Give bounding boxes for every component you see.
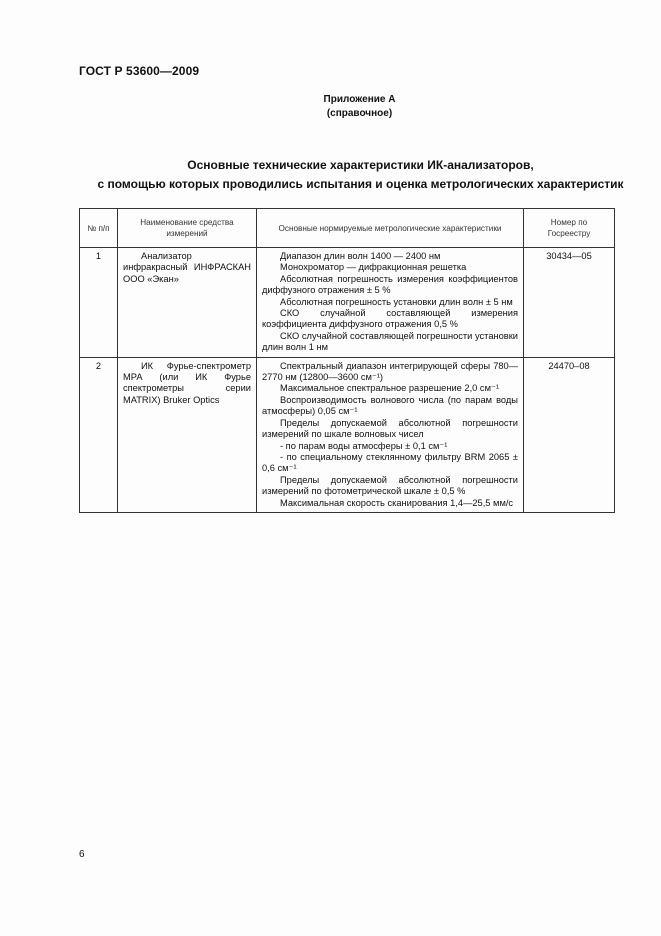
characteristic-line: - по специальному стеклянному фильтру BRM 2065 ± 0,6 см⁻¹ [262,451,518,474]
row-characteristics [257,357,524,512]
table-header-row [80,209,615,248]
row-num: 2 [80,357,118,512]
table-row [80,357,615,512]
characteristic-line: Максимальная скорость сканирования 1,4—25,5 мм/с [280,497,514,508]
characteristic-line: СКО случайной составляющей погрешности установки длин волн 1 нм [262,330,518,353]
row-registry-number: 30434—05 [524,248,615,358]
document-code: ГОСТ Р 53600—2009 [79,64,200,78]
header-num: № п/п [80,209,118,248]
header-registry: Номер по Госреестру [524,209,615,248]
table-row [80,248,615,358]
characteristic-line: Воспроизводимость волнового числа (по парам воды атмосферы) 0,05 см⁻¹ [262,394,518,417]
characteristics-table [79,208,615,513]
row-num: 1 [80,248,118,358]
section-title-line1: Основные технические характеристики ИК-анализаторов, [187,158,534,172]
row-instrument-name: Анализатор инфракрасный ИНФРАСКАН ООО «Экан» [118,248,257,358]
row-characteristics [257,248,524,358]
characteristic-line: Монохроматор — дифракционная решетка [280,262,467,273]
section-title-line2: с помощью которых проводились испытания и оценка метрологических характеристик [97,177,624,191]
characteristic-line: - по парам воды атмосферы ± 0,1 см⁻¹ [280,440,448,451]
characteristic-line: Максимальное спектральное разрешение 2,0 см⁻¹ [280,383,499,394]
header-characteristics: Основные нормируемые метрологические характеристики [257,209,524,248]
page-number: 6 [79,849,85,860]
characteristic-line: Спектральный диапазон интегрирующей сферы 780—2770 нм (12800—3600 см⁻¹) [262,360,518,383]
characteristic-line: СКО случайной составляющей измерения коэффициента диффузного отражения 0,5 % [262,308,518,330]
row-registry-number: 24470–08 [524,357,615,512]
row-instrument-name: ИК Фурье-спектрометр МРА (или ИК Фурье спектрометры серии MATRIX) Bruker Optics [118,357,257,512]
appendix-note: (справочное) [326,108,393,119]
appendix-title: Приложение А [323,94,396,105]
characteristic-line: Пределы допускаемой абсолютной погрешности измерений по фотометрической шкале ± 0,5 % [262,474,518,497]
header-name: Наименование средства измерений [118,209,257,248]
characteristic-line: Абсолютная погрешность установки длин волн ± 5 нм [280,296,513,307]
characteristic-line: Диапазон длин волн 1400 — 2400 нм [280,251,441,261]
characteristic-line: Абсолютная погрешность измерения коэффициентов диффузного отражения ± 5 % [262,273,518,296]
characteristic-line: Пределы допускаемой абсолютной погрешности измерений по шкале волновых чисел [262,417,518,440]
